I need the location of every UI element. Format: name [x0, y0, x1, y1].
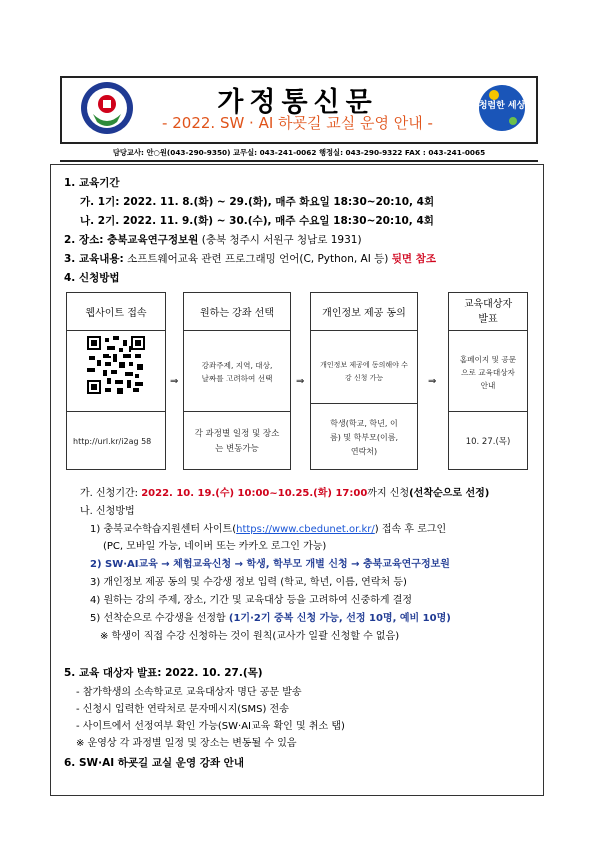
flow-step-title: 웹사이트 접속: [67, 293, 165, 331]
section3-highlight: 뒷면 참조: [391, 253, 436, 265]
section3-detail: 소프트웨어교육 관련 프로그래밍 언어(C, Python, AI 등): [123, 253, 392, 265]
apply-period-value: 2022. 10. 19.(수) 10:00~10.25.(화) 17:00: [141, 488, 368, 499]
section2-line: [64, 233, 362, 247]
flow-step-foot: 10. 27.(목): [449, 411, 527, 471]
method-step1-text-end: ) 접속 후 로그인: [374, 524, 447, 535]
integrity-logo-icon: [477, 83, 527, 133]
section3-label: 3. 교육내용:: [64, 253, 124, 265]
method-step4: 4) 원하는 강의 주제, 장소, 기간 및 교육대상 등을 고려하여 신중하게 결정: [90, 595, 413, 606]
flow-arrow: ⇒: [170, 376, 179, 387]
method-step2: 2) SW·AI교육 → 체험교육신청 → 학생, 학부모 개별 신청 → 충북교육연구정보원: [90, 559, 450, 570]
flow-step-course-select: [183, 292, 291, 470]
method-step5: [90, 612, 451, 626]
section5-bullet: - 참가학생의 소속학교로 교육대상자 명단 공문 발송: [76, 687, 302, 698]
flow-step-title: 개인정보 제공 동의: [311, 293, 417, 331]
flow-step-body: 개인정보 제공에 동의해야 수강 신청 가능: [320, 361, 408, 382]
flow-step-foot: 각 과정별 일정 및 장소는 변동가능: [184, 411, 290, 471]
method-step1: [90, 523, 446, 537]
flow-arrow: ⇒: [428, 376, 437, 387]
section3-line: [64, 252, 436, 266]
section5-bullet: - 사이트에서 선정여부 확인 가능(SW·AI교육 확인 및 취소 탭): [76, 721, 345, 732]
logo-text: 청렴한 세상: [478, 101, 526, 111]
section5-bullet: - 신청시 입력한 연락처로 문자메시지(SMS) 전송: [76, 704, 289, 715]
flow-arrow: ⇒: [296, 376, 305, 387]
section5-note: ※ 운영상 각 과정별 일정 및 장소는 변동될 수 있음: [76, 738, 297, 749]
section1-heading: 1. 교육기간: [64, 177, 120, 189]
apply-period-line: [80, 487, 489, 501]
section1-item2: 나. 2기. 2022. 11. 9.(화) ~ 30.(수), 매주 수요일 18:30~20:10, 4회: [80, 215, 434, 227]
section1-item1: 가. 1기: 2022. 11. 8.(화) ~ 29.(화), 매주 화요일 18:30~20:10, 4회: [80, 196, 435, 208]
apply-period-suffix: 까지 신청: [367, 488, 410, 499]
apply-period-note: (선착순으로 선정): [409, 488, 490, 499]
method-step3: 3) 개인정보 제공 동의 및 수강생 정보 입력 (학교, 학년, 이름, 연락처 등): [90, 577, 407, 588]
apply-method-heading: 나. 신청방법: [80, 506, 135, 517]
method-note: ※ 학생이 직접 수강 신청하는 것이 원칙(교사가 일괄 신청할 수 없음): [100, 631, 400, 642]
flow-step-announce: [448, 292, 528, 470]
cbedunet-link[interactable]: https://www.cbedunet.or.kr/: [236, 524, 375, 535]
flow-step-body: 홈페이지 및 공문으로 교육대상자 안내: [459, 354, 517, 390]
section2-detail: (충북 청주시 서원구 청남로 1931): [198, 234, 362, 246]
page-subtitle: - 2022. SW · AI 하굣길 교실 운영 안내 -: [162, 114, 433, 132]
flow-step-title: 교육대상자 발표: [449, 293, 527, 331]
apply-period-label: 가. 신청기간:: [80, 488, 142, 499]
flow-step-body: 강좌주제, 지역, 대상, 날짜를 고려하여 선택: [201, 361, 273, 383]
section6-heading: 6. SW·AI 하굣길 교실 운영 강좌 안내: [64, 757, 244, 769]
contact-bar: 담당교사: 안○원(043-290-9350) 교무실: 043-241-0062 행정실: 043-290-9322 FAX : 043-241-0065: [60, 146, 538, 162]
flow-step-url[interactable]: http://url.kr/i2ag 58: [67, 411, 165, 471]
method-step5-highlight: (1기·2기 중복 신청 가능, 선정 10명, 예비 10명): [228, 613, 451, 624]
section4-heading: 4. 신청방법: [64, 272, 120, 284]
method-step5-text: 5) 선착순으로 수강생을 선정함: [90, 613, 229, 624]
flow-step-foot: 학생(학교, 학년, 이름) 및 학부모(이름, 연락처): [311, 403, 417, 471]
section5-heading: 5. 교육 대상자 발표: 2022. 10. 27.(목): [64, 667, 263, 679]
section2-label: 2. 장소: 충북교육연구정보원: [64, 234, 199, 246]
method-step1-note: (PC, 모바일 가능, 네이버 또는 카카오 로그인 가능): [103, 541, 327, 552]
page-title: 가정통신문: [217, 87, 378, 118]
method-step1-text: 1) 충북교수학습지원센터 사이트(: [90, 524, 237, 535]
flow-step-consent: [310, 292, 418, 470]
flow-step-title: 원하는 강좌 선택: [184, 293, 290, 331]
qr-code-icon[interactable]: [87, 336, 145, 394]
